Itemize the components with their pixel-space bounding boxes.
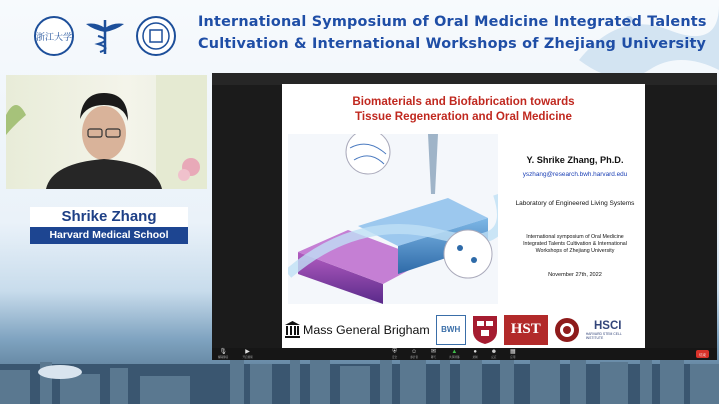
presenter-email: yszhang@research.bwh.harvard.edu	[522, 171, 628, 178]
symposium-title	[198, 11, 713, 55]
event-line-2: Integrated Talents Cultivation & International	[523, 241, 627, 247]
participants-button[interactable]	[410, 348, 418, 360]
reactions-label: 反应	[491, 356, 497, 359]
microphone-icon: 🎙	[219, 349, 227, 355]
lab-name: Laboratory of Engineered Living Systems	[515, 200, 635, 207]
start-video-label: 开启视频	[242, 356, 253, 359]
mgb-logo	[285, 321, 430, 338]
chat-icon: ✉	[431, 349, 437, 355]
speaker-video	[6, 75, 207, 189]
participants-icon: ☺	[411, 349, 418, 355]
hospital-seal-icon	[136, 16, 176, 56]
event-name	[504, 234, 645, 255]
record-label: 录制	[472, 356, 478, 359]
security-button[interactable]	[392, 348, 397, 360]
unmute-label: 解除静音	[218, 356, 229, 359]
biofabrication-illustration	[288, 134, 498, 304]
mit-harvard-shield-icon	[554, 315, 580, 345]
institution-logos	[34, 16, 176, 56]
apps-label: 应用	[510, 356, 516, 359]
share-screen-button[interactable]	[449, 348, 459, 360]
record-button[interactable]	[473, 348, 478, 360]
reactions-button[interactable]	[491, 348, 497, 360]
video-camera-icon: ▶	[245, 349, 250, 355]
presentation-date: November 27th, 2022	[548, 272, 602, 278]
slide-title	[282, 94, 645, 124]
toolbar-middle-group	[392, 348, 516, 360]
slide-title-line-1: Biomaterials and Biofabrication towards	[352, 95, 575, 108]
participants-label: 参会者	[410, 356, 418, 359]
partner-logos	[282, 310, 645, 349]
unmute-button[interactable]	[218, 348, 228, 360]
harvard-shield-icon	[472, 315, 498, 345]
hsci-sub-label: HARVARD STEM CELL INSTITUTE	[585, 331, 622, 340]
apps-button[interactable]	[510, 348, 516, 360]
title-line-1: International Symposium of Oral Medicine Integrated Talents	[198, 14, 707, 30]
hsci-logo	[586, 315, 630, 345]
speaker-affiliation: Harvard Medical School	[30, 227, 188, 244]
event-line-3: Workshops of Zhejiang University	[535, 248, 615, 254]
shared-slide	[282, 84, 645, 349]
presenter-name: Y. Shrike Zhang, Ph.D.	[526, 155, 624, 165]
chat-label: 聊天	[430, 356, 437, 359]
start-video-button[interactable]	[242, 348, 252, 360]
mgb-mark-icon	[285, 321, 300, 338]
meeting-window	[212, 73, 717, 360]
chat-button[interactable]	[431, 348, 436, 360]
share-screen-icon: ▲	[451, 349, 458, 355]
speaker-name: Shrike Zhang	[30, 207, 188, 227]
event-line-1: International symposium of Oral Medicine	[526, 234, 624, 240]
toolbar-left-group	[218, 348, 253, 360]
bwh-logo: BWH	[436, 315, 466, 345]
slide-title-line-2: Tissue Regeneration and Oral Medicine	[355, 110, 572, 123]
security-icon: ⛨	[392, 349, 397, 355]
security-label: 安全	[392, 356, 398, 359]
mgb-label: Mass General Brigham	[303, 322, 430, 337]
share-screen-label: 共享屏幕	[449, 356, 460, 359]
record-icon: ●	[473, 349, 477, 355]
reactions-icon: ☻	[490, 349, 498, 355]
university-seal-icon: 浙江大学	[34, 16, 74, 56]
title-line-2: Cultivation & International Workshops of Zhejiang University	[198, 36, 707, 52]
end-meeting-button[interactable]: 结束	[696, 350, 709, 358]
meeting-toolbar	[212, 348, 717, 360]
caduceus-icon	[82, 16, 128, 56]
hst-logo: HST	[504, 315, 548, 345]
hsci-label: HSCI	[593, 319, 622, 332]
apps-icon: ▦	[510, 349, 516, 355]
speaker-portrait-image	[6, 75, 207, 189]
